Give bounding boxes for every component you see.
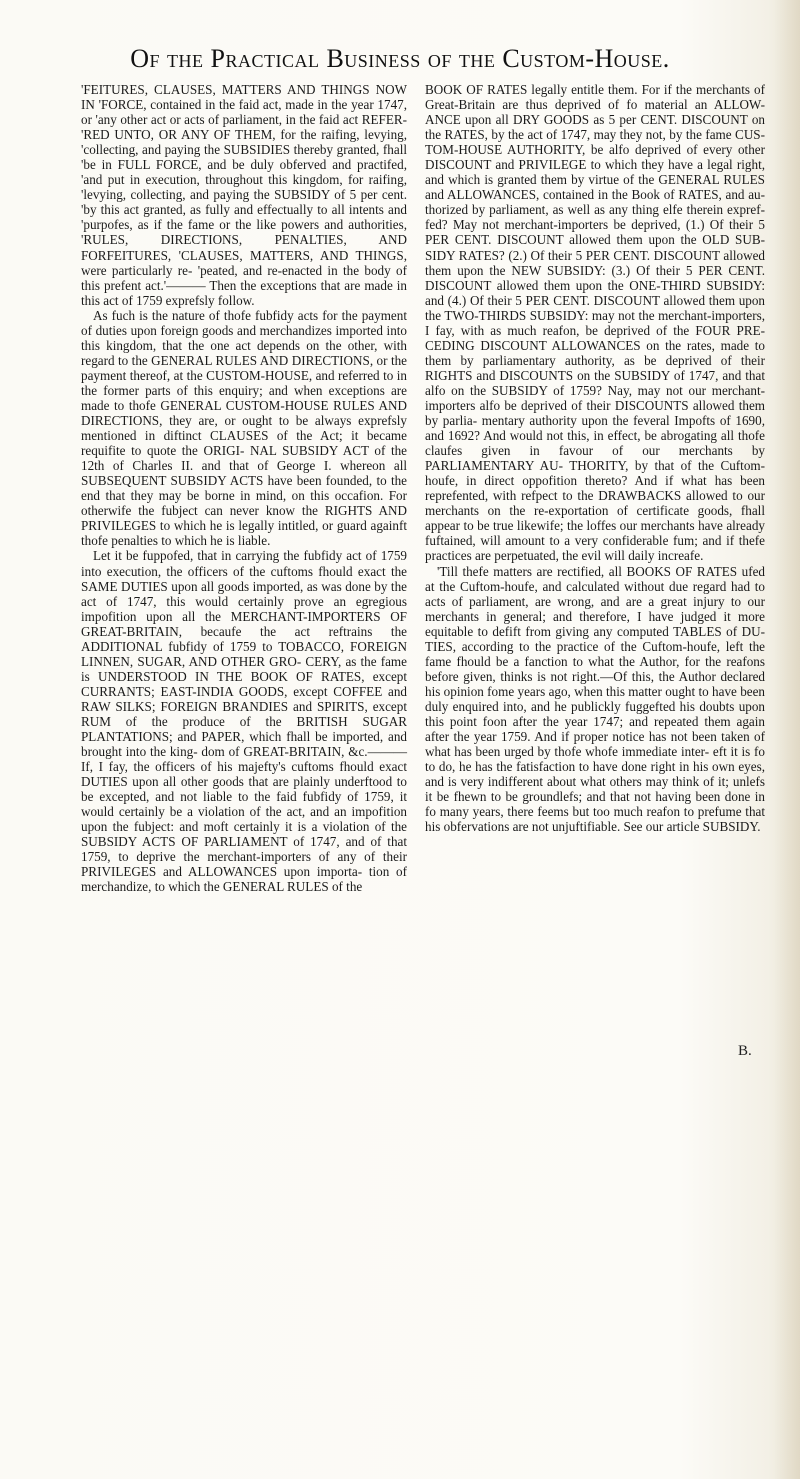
left-paragraph-3: Let it be fuppofed, that in carrying the fubfidy act of 1759 into execution, the officers of the cuftoms fhould exact the SAME DUTIES upon all goods imported, as was done by the act of 1747, this would certainly prove an egregious impofition upon all the MERCHANT-IMPORTERS OF GREAT-BRITAIN, becaufe the act reftrains the ADDITIONAL fubfidy of 1759 to TOBACCO, FOREIGN LINNEN, SUGAR, AND OTHER GRO- CERY, as the fame is UNDERSTOOD IN THE BOOK OF RATES, except CURRANTS; EAST-INDIA GOODS, except COFFEE and RAW SILKS; FOREIGN BRANDIES and SPIRITS, except RUM of the produce of the BRITISH SUGAR PLANTATIONS; and PAPER, which fhall be imported, and brought into the king- dom of GREAT-BRITAIN, &c.———If, I fay, the officers of his majefty's cuftoms fhould exact DUTIES upon all other goods that are plainly underftood to be excepted, and not liable to the faid fubfidy of 1759, it would certainly be a violation of the act, and an impofition upon the fubject: and moft certainly it is a violation of the SUBSIDY ACTS OF PARLIAMENT of 1747, and of that 1759, to deprive the merchant-importers of any of their PRIVILEGES and ALLOWANCES upon importa- tion of merchandize, to which the GENERAL RULES of the <box>81 548 407 895</box>
catchword: B. <box>738 1043 752 1059</box>
page-edge-shading <box>774 0 800 1479</box>
right-paragraph-1: BOOK OF RATES legally entitle them. For if the merchants of Great-Britain are thus deprived of fo material an ALLOW- ANCE upon all DRY GOODS as 5 per CENT. DISCOUNT on the RATES, by the act of 1747, may they not, by the fame CUS- TOM-HOUSE AUTHORITY, be alfo deprived of every other DISCOUNT and PRIVILEGE to which they have a legal right, and which is granted them by virtue of the GENERAL RULES and ALLOWANCES, contained in the Book of RATES, and au- thorized by parliament, as well as any thing elfe therein expref- fed? May not merchant-importers be deprived, (1.) Of their 5 PER CENT. DISCOUNT allowed them upon the OLD SUB- SIDY RATES? (2.) Of their 5 PER CENT. DISCOUNT allowed them upon the NEW SUBSIDY: (3.) Of their 5 PER CENT. DISCOUNT allowed them upon the ONE-THIRD SUBSIDY: and (4.) Of their 5 PER CENT. DISCOUNT allowed them upon the TWO-THIRDS SUBSIDY: may not the merchant-importers, I fay, with as much reafon, be deprived of the FOUR PRE- CEDING DISCOUNT ALLOWANCES on the rates, made to them by parliamentary authority, as be deprived of their RIGHTS and DISCOUNTS on the SUBSIDY of 1747, and that alfo on the SUBSIDY of 1759? Nay, may not our merchant-importers alfo be deprived of their DISCOUNTS allowed them by parlia- mentary authority upon the feveral Impofts of 1690, and 1692? And would not this, in effect, be abrogating all thofe claufes given in favour of our merchants by PARLIAMENTARY AU- THORITY, by that of the Cuftom-houfe, in direct oppofition thereto? And if what has been reprefented, with refpect to the DRAWBACKS allowed to our merchants on the re-exportation of certificate goods, fhall appear to be true likewife; the loffes our merchants have already fuftained, will amount to a very confiderable fum; and if thefe practices are perpetuated, the evil will daily increafe. <box>425 82 765 564</box>
right-paragraph-2: 'Till thefe matters are rectified, all BOOKS OF RATES ufed at the Cuftom-houfe, and calculated without due regard had to acts of parliament, are wrong, and are a great injury to our merchants in general; and therefore, I have judged it more equitable to defift from giving any computed TABLES of DU- TIES, according to the practice of the Cuftom-houfe, left the fame fhould be a fanction to what the Author, for the reafons before given, thinks is not right.—Of this, the Author declared his opinion fome years ago, when this matter ought to have been duly enquired into, and he publickly fuggefted his doubts upon this point foon after the year 1747; and repeated them again after the year 1759. And if proper notice has not been taken of what has been urged by thofe whofe immediate inter- eft it is fo to do, he has the fatisfaction to have done right in his own eyes, and is very indifferent about what others may think of it; unlefs it be fhewn to be groundlefs; and that not having been done in fo many years, there feems but too much reafon to prefume that his obfervations are not unjuftifiable. See our article SUBSIDY. <box>425 563 765 835</box>
left-paragraph-1: 'FEITURES, CLAUSES, MATTERS AND THINGS NOW IN 'FORCE, contained in the faid act, made in the year 1747, or 'any other act or acts of parliament, in the faid act REFER- 'RED UNTO, OR ANY OF THEM, for the raifing, levying, 'collecting, and paying the SUBSIDIES thereby granted, fhall 'be in FULL FORCE, and be duly obferved and practifed, 'and put in execution, throughout this kingdom, for raifing, 'levying, collecting, and paying the SUBSIDY of 5 per cent. 'by this act granted, as fully and effectually to all intents and 'purpofes, as if the fame or the like powers and authorities, 'RULES, DIRECTIONS, PENALTIES, AND FORFEITURES, 'CLAUSES, MATTERS, AND THINGS, were particularly re- 'peated, and re-enacted in the body of this prefent act.'——— Then the exceptions that are made in this act of 1759 exprefsly follow. <box>81 82 407 308</box>
right-column <box>425 82 765 834</box>
left-column <box>81 82 407 895</box>
left-paragraph-2: As fuch is the nature of thofe fubfidy acts for the payment of duties upon foreign goods and merchandizes imported into this kingdom, that the one act depends on the other, with regard to the GENERAL RULES AND DIRECTIONS, or the payment thereof, at the CUSTOM-HOUSE, and referred to in the former parts of this enquiry; and when exceptions are made to thofe GENERAL CUSTOM-HOUSE RULES AND DIRECTIONS, they are, or ought to be always exprefsly mentioned in diftinct CLAUSES of the Act; it became requifite to quote the ORIGI- NAL SUBSIDY ACT of the 12th of Charles II. and that of George I. whereon all SUBSEQUENT SUBSIDY ACTS have been founded, to the end that they may be borne in mind, on this occafion. For otherwife the fubject can never know the RIGHTS AND PRIVILEGES to which he is legally intitled, or guard againft thofe penalties to which he is liable. <box>81 307 407 549</box>
page-title: Of the Practical Business of the Custom-House. <box>130 44 670 73</box>
